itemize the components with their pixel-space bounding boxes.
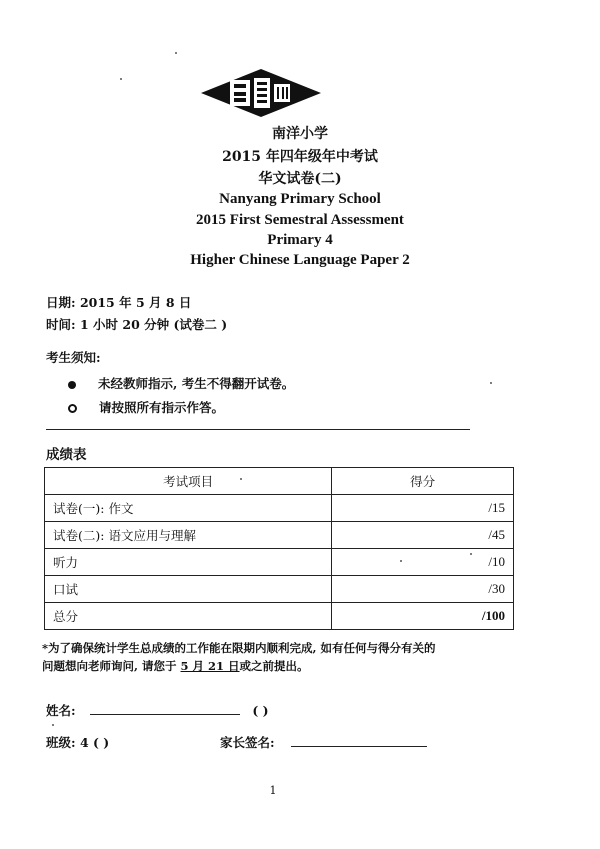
scan-speck <box>120 78 122 80</box>
scan-speck <box>400 560 402 562</box>
row-item: 听力 <box>45 549 332 576</box>
parent-signature-label: 家长签名: <box>220 735 275 750</box>
name-input-line[interactable] <box>90 714 240 715</box>
column-header-score: 得分 <box>332 468 514 495</box>
instructions-title: 考生须知: <box>46 350 101 365</box>
note-line-1: *为了确保统计学生总成绩的工作能在限期内顺利完成, 如有任何与得分有关的 <box>42 641 436 655</box>
parent-signature-line[interactable] <box>291 746 427 747</box>
score-table-title: 成绩表 <box>46 447 87 463</box>
bullet-icon <box>68 404 77 413</box>
row-score: /45 <box>332 522 514 549</box>
register-number-paren: ( ) <box>252 703 269 718</box>
row-score: /15 <box>332 495 514 522</box>
row-item: 总分 <box>45 603 332 630</box>
table-row <box>45 495 514 522</box>
table-row <box>45 522 514 549</box>
scan-speck <box>490 382 492 384</box>
table-row <box>45 549 514 576</box>
instruction-item: 请按照所有指示作答。 <box>68 398 224 416</box>
level-en: Primary 4 <box>267 232 333 248</box>
scan-speck <box>175 52 177 54</box>
row-item: 试卷(二): 语文应用与理解 <box>45 522 332 549</box>
score-table <box>44 467 514 630</box>
instruction-item: 未经教师指示, 考生不得翻开试卷。 <box>68 374 294 392</box>
class-field[interactable]: 班级: 4 ( ) <box>46 735 110 750</box>
school-logo <box>200 68 322 118</box>
divider <box>46 429 470 430</box>
row-item: 试卷(一): 作文 <box>45 495 332 522</box>
row-score: /100 <box>332 603 514 630</box>
row-item: 口试 <box>45 576 332 603</box>
name-row <box>46 701 269 719</box>
scan-speck <box>240 478 242 480</box>
bullet-icon <box>68 381 76 389</box>
exam-duration: 时间: 1 小时 20 分钟 (试卷二 ) <box>46 317 228 332</box>
exam-title-en: 2015 First Semestral Assessment <box>196 212 404 228</box>
school-name-cn: 南洋小学 <box>272 126 328 142</box>
exam-title-cn: 2015 年四年级年中考试 <box>222 149 378 165</box>
row-score: /30 <box>332 576 514 603</box>
scan-speck <box>470 553 472 555</box>
school-name-en: Nanyang Primary School <box>219 191 381 207</box>
table-row-total <box>45 603 514 630</box>
table-header-row <box>45 468 514 495</box>
table-row <box>45 576 514 603</box>
note-line-2: 问题想向老师询问, 请您于 5 月 21 日或之前提出。 <box>42 659 309 673</box>
parent-signature-row <box>220 733 427 751</box>
deadline-date: 5 月 21 日 <box>180 659 240 673</box>
row-score: /10 <box>332 549 514 576</box>
column-header-item: 考试项目 <box>45 468 332 495</box>
name-label: 姓名: <box>46 703 76 718</box>
paper-title-en: Higher Chinese Language Paper 2 <box>190 252 410 268</box>
exam-date: 日期: 2015 年 5 月 8 日 <box>46 295 192 310</box>
scan-speck <box>52 724 54 726</box>
page-number: 1 <box>269 784 277 797</box>
paper-title-cn: 华文试卷(二) <box>258 171 342 187</box>
